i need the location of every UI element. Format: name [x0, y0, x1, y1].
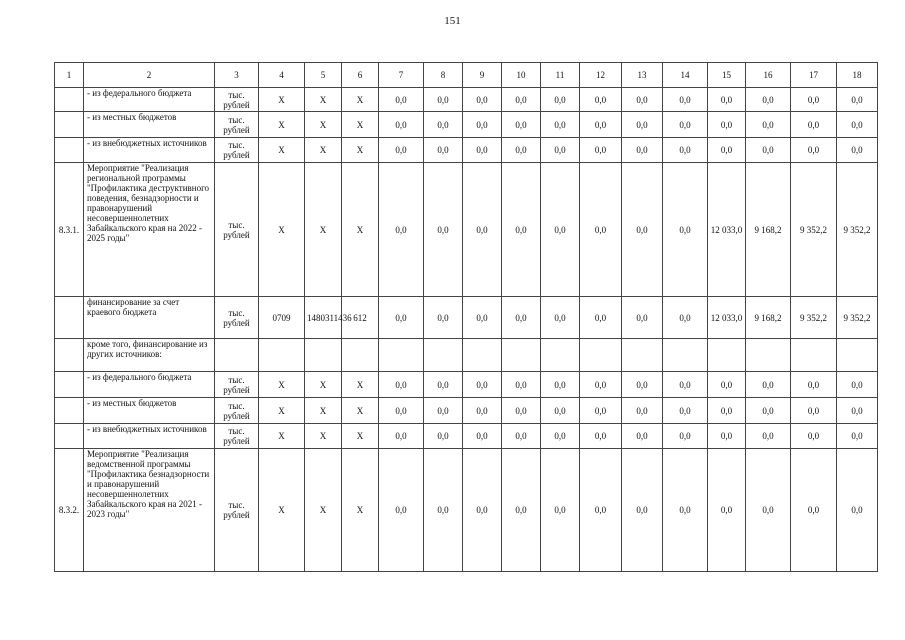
value-cell: 0,0	[463, 138, 502, 163]
code-cell-6: 612	[342, 297, 379, 339]
value-cell: 0,0	[622, 424, 663, 449]
value-cell: 0,0	[580, 163, 622, 297]
value-cell: 0,0	[580, 138, 622, 163]
value-cell: 0,0	[424, 138, 463, 163]
code-cell-4	[259, 339, 305, 372]
value-cell: 0,0	[791, 138, 837, 163]
value-cell: 0,0	[541, 297, 580, 339]
value-cell: 0,0	[379, 398, 424, 424]
table-row	[55, 398, 878, 424]
table-row	[55, 297, 878, 339]
table-row	[55, 88, 878, 112]
value-cell: 0,0	[580, 88, 622, 112]
code-cell-5: X	[305, 449, 342, 572]
row-name-cell: - из внебюджетных источников	[84, 424, 215, 449]
value-cell: 0,0	[463, 112, 502, 138]
value-cell: 0,0	[541, 138, 580, 163]
row-name-cell: кроме того, финансирование из других источников:	[84, 339, 215, 372]
row-number-cell	[55, 424, 84, 449]
row-name-cell: Мероприятие "Реализация региональной программы "Профилактика деструктивного поведения, безнадзорности и правонарушений несовершеннолетних Забайкальского края на 2022 - 2025 годы"	[84, 163, 215, 297]
row-number-cell	[55, 88, 84, 112]
value-cell: 0,0	[663, 424, 708, 449]
value-cell: 0,0	[791, 372, 837, 398]
code-cell-6: X	[342, 449, 379, 572]
value-cell: 0,0	[663, 163, 708, 297]
unit-cell: тыс. рублей	[215, 398, 259, 424]
value-cell: 0,0	[622, 297, 663, 339]
value-cell	[746, 339, 791, 372]
row-name-cell: Мероприятие "Реализация ведомственной программы "Профилактика безнадзорности и правонарушений несовершеннолетних Забайкальского края на 2021 - 2023 годы"	[84, 449, 215, 572]
value-cell: 0,0	[502, 163, 541, 297]
value-cell: 0,0	[541, 88, 580, 112]
value-cell: 0,0	[424, 163, 463, 297]
value-cell: 0,0	[541, 449, 580, 572]
row-number-cell	[55, 372, 84, 398]
value-cell: 0,0	[663, 398, 708, 424]
unit-cell: тыс. рублей	[215, 88, 259, 112]
value-cell: 0,0	[502, 297, 541, 339]
value-cell: 0,0	[708, 372, 746, 398]
value-cell: 0,0	[580, 449, 622, 572]
value-cell: 0,0	[791, 398, 837, 424]
page-number: 151	[444, 15, 461, 27]
value-cell: 0,0	[379, 88, 424, 112]
row-number-cell: 8.3.2.	[55, 449, 84, 572]
value-cell: 0,0	[837, 398, 878, 424]
value-cell: 0,0	[580, 398, 622, 424]
value-cell: 0,0	[379, 112, 424, 138]
value-cell: 0,0	[424, 112, 463, 138]
value-cell: 0,0	[424, 297, 463, 339]
code-cell-5: X	[305, 372, 342, 398]
value-cell	[502, 339, 541, 372]
value-cell: 0,0	[746, 398, 791, 424]
table-row	[55, 112, 878, 138]
row-name-cell: - из федерального бюджета	[84, 372, 215, 398]
row-name-cell: финансирование за счет краевого бюджета	[84, 297, 215, 339]
column-header-16: 16	[746, 63, 791, 88]
table-row	[55, 339, 878, 372]
value-cell	[791, 339, 837, 372]
value-cell: 0,0	[837, 424, 878, 449]
code-cell-5: X	[305, 88, 342, 112]
code-cell-5: 1480311436	[305, 297, 342, 339]
value-cell: 9 352,2	[791, 297, 837, 339]
value-cell: 0,0	[708, 88, 746, 112]
value-cell: 0,0	[837, 88, 878, 112]
column-header-17: 17	[791, 63, 837, 88]
value-cell: 9 168,2	[746, 163, 791, 297]
value-cell: 0,0	[580, 297, 622, 339]
row-name-cell: - из местных бюджетов	[84, 112, 215, 138]
table-row	[55, 372, 878, 398]
code-cell-6: X	[342, 163, 379, 297]
value-cell	[708, 339, 746, 372]
column-header-7: 7	[379, 63, 424, 88]
column-header-14: 14	[663, 63, 708, 88]
value-cell	[379, 339, 424, 372]
value-cell: 0,0	[379, 372, 424, 398]
column-header-6: 6	[342, 63, 379, 88]
value-cell: 0,0	[746, 424, 791, 449]
value-cell: 0,0	[622, 88, 663, 112]
code-cell-6: X	[342, 88, 379, 112]
value-cell: 9 352,2	[791, 163, 837, 297]
value-cell: 0,0	[379, 424, 424, 449]
value-cell: 0,0	[580, 372, 622, 398]
value-cell: 0,0	[580, 112, 622, 138]
value-cell: 0,0	[541, 372, 580, 398]
code-cell-6: X	[342, 372, 379, 398]
unit-cell: тыс. рублей	[215, 297, 259, 339]
code-cell-4: X	[259, 112, 305, 138]
value-cell: 0,0	[463, 424, 502, 449]
value-cell: 9 352,2	[837, 163, 878, 297]
value-cell: 0,0	[424, 88, 463, 112]
code-cell-4: X	[259, 372, 305, 398]
value-cell: 0,0	[791, 424, 837, 449]
value-cell: 0,0	[541, 398, 580, 424]
value-cell: 0,0	[837, 112, 878, 138]
value-cell: 0,0	[424, 424, 463, 449]
code-cell-4: X	[259, 163, 305, 297]
table-row	[55, 449, 878, 572]
value-cell: 0,0	[837, 138, 878, 163]
value-cell	[622, 339, 663, 372]
table-row	[55, 424, 878, 449]
value-cell: 0,0	[708, 112, 746, 138]
unit-cell: тыс. рублей	[215, 424, 259, 449]
code-cell-6: X	[342, 112, 379, 138]
row-number-cell	[55, 138, 84, 163]
value-cell: 0,0	[622, 163, 663, 297]
value-cell: 0,0	[837, 449, 878, 572]
value-cell: 0,0	[622, 138, 663, 163]
table-row	[55, 163, 878, 297]
value-cell: 0,0	[663, 138, 708, 163]
code-cell-6: X	[342, 398, 379, 424]
value-cell: 0,0	[379, 297, 424, 339]
value-cell	[541, 339, 580, 372]
code-cell-5	[305, 339, 342, 372]
column-header-3: 3	[215, 63, 259, 88]
column-header-12: 12	[580, 63, 622, 88]
code-cell-5: X	[305, 112, 342, 138]
code-cell-6	[342, 339, 379, 372]
value-cell: 0,0	[502, 398, 541, 424]
value-cell	[580, 339, 622, 372]
value-cell: 0,0	[622, 398, 663, 424]
value-cell: 0,0	[502, 112, 541, 138]
row-name-cell: - из федерального бюджета	[84, 88, 215, 112]
value-cell: 0,0	[463, 163, 502, 297]
row-number-cell	[55, 297, 84, 339]
value-cell: 0,0	[463, 297, 502, 339]
value-cell: 0,0	[663, 297, 708, 339]
value-cell: 9 352,2	[837, 297, 878, 339]
column-header-1: 1	[55, 63, 84, 88]
row-number-cell	[55, 398, 84, 424]
code-cell-5: X	[305, 398, 342, 424]
value-cell: 0,0	[580, 424, 622, 449]
column-header-10: 10	[502, 63, 541, 88]
column-header-5: 5	[305, 63, 342, 88]
value-cell: 0,0	[708, 138, 746, 163]
value-cell: 0,0	[502, 138, 541, 163]
value-cell	[663, 339, 708, 372]
value-cell: 0,0	[791, 112, 837, 138]
value-cell: 0,0	[622, 112, 663, 138]
value-cell: 0,0	[541, 163, 580, 297]
value-cell: 0,0	[663, 112, 708, 138]
code-cell-4: 0709	[259, 297, 305, 339]
row-number-cell	[55, 112, 84, 138]
code-cell-4: X	[259, 138, 305, 163]
value-cell: 0,0	[622, 449, 663, 572]
value-cell: 0,0	[424, 372, 463, 398]
value-cell: 12 033,0	[708, 297, 746, 339]
value-cell: 0,0	[502, 424, 541, 449]
value-cell: 0,0	[746, 88, 791, 112]
code-cell-5: X	[305, 138, 342, 163]
column-header-9: 9	[463, 63, 502, 88]
code-cell-6: X	[342, 138, 379, 163]
unit-cell: тыс. рублей	[215, 112, 259, 138]
value-cell: 9 168,2	[746, 297, 791, 339]
column-header-11: 11	[541, 63, 580, 88]
code-cell-6: X	[342, 424, 379, 449]
value-cell	[424, 339, 463, 372]
value-cell: 0,0	[463, 372, 502, 398]
value-cell: 0,0	[708, 398, 746, 424]
value-cell: 0,0	[502, 372, 541, 398]
budget-table	[54, 62, 878, 572]
column-header-4: 4	[259, 63, 305, 88]
value-cell: 0,0	[463, 88, 502, 112]
value-cell: 0,0	[463, 398, 502, 424]
value-cell: 0,0	[379, 449, 424, 572]
value-cell: 0,0	[663, 88, 708, 112]
table-row	[55, 138, 878, 163]
value-cell: 0,0	[791, 449, 837, 572]
code-cell-5: X	[305, 424, 342, 449]
value-cell: 0,0	[424, 398, 463, 424]
column-header-2: 2	[84, 63, 215, 88]
value-cell: 0,0	[379, 163, 424, 297]
value-cell	[837, 339, 878, 372]
value-cell: 0,0	[746, 112, 791, 138]
row-number-cell: 8.3.1.	[55, 163, 84, 297]
value-cell: 0,0	[708, 424, 746, 449]
value-cell: 0,0	[502, 449, 541, 572]
code-cell-4: X	[259, 88, 305, 112]
code-cell-4: X	[259, 398, 305, 424]
value-cell: 0,0	[622, 372, 663, 398]
value-cell: 0,0	[837, 372, 878, 398]
value-cell: 0,0	[663, 449, 708, 572]
value-cell: 0,0	[502, 88, 541, 112]
value-cell: 0,0	[708, 449, 746, 572]
value-cell: 0,0	[379, 138, 424, 163]
row-name-cell: - из внебюджетных источников	[84, 138, 215, 163]
header-row	[55, 63, 878, 88]
value-cell: 0,0	[791, 88, 837, 112]
column-header-13: 13	[622, 63, 663, 88]
unit-cell	[215, 339, 259, 372]
unit-cell: тыс. рублей	[215, 138, 259, 163]
value-cell: 0,0	[463, 449, 502, 572]
value-cell: 0,0	[424, 449, 463, 572]
value-cell: 0,0	[746, 449, 791, 572]
value-cell: 0,0	[663, 372, 708, 398]
unit-cell: тыс. рублей	[215, 372, 259, 398]
column-header-15: 15	[708, 63, 746, 88]
value-cell: 12 033,0	[708, 163, 746, 297]
value-cell	[463, 339, 502, 372]
row-name-cell: - из местных бюджетов	[84, 398, 215, 424]
column-header-8: 8	[424, 63, 463, 88]
code-cell-4: X	[259, 424, 305, 449]
value-cell: 0,0	[541, 112, 580, 138]
unit-cell: тыс. рублей	[215, 449, 259, 572]
code-cell-4: X	[259, 449, 305, 572]
value-cell: 0,0	[541, 424, 580, 449]
code-cell-5: X	[305, 163, 342, 297]
unit-cell: тыс. рублей	[215, 163, 259, 297]
column-header-18: 18	[837, 63, 878, 88]
value-cell: 0,0	[746, 138, 791, 163]
row-number-cell	[55, 339, 84, 372]
value-cell: 0,0	[746, 372, 791, 398]
